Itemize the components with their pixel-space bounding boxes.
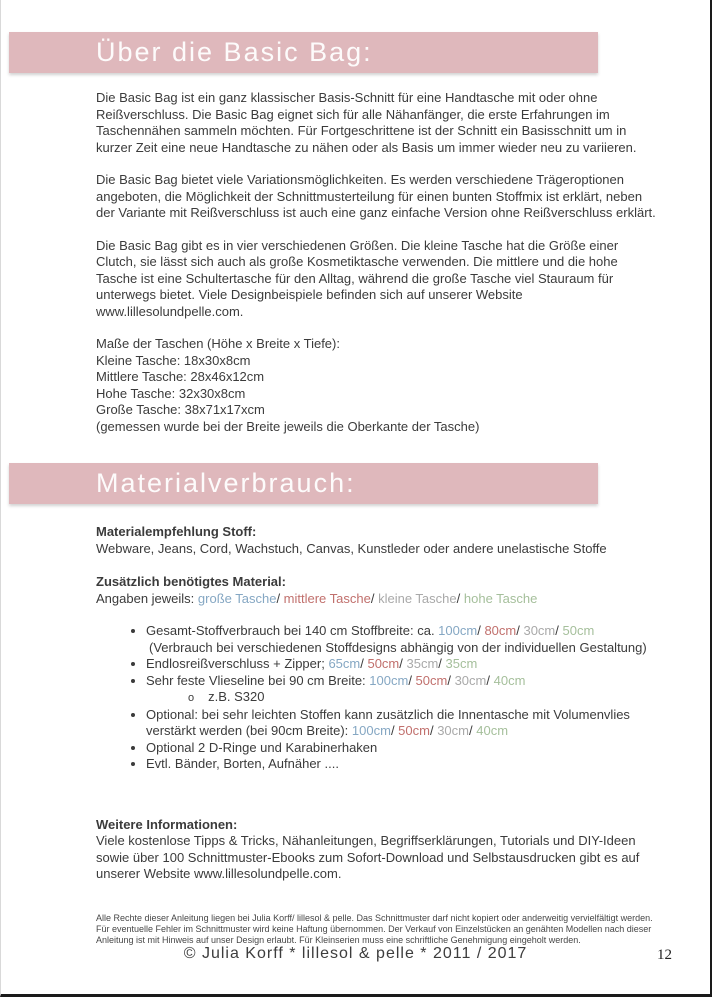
- sizes-measure-note: (gemessen wurde bei der Breite jeweils die Oberkante der Tasche): [96, 418, 480, 434]
- text-run: Sehr feste Vlieseline bei 90 cm Breite:: [146, 672, 370, 688]
- text-run: /: [447, 672, 455, 688]
- size-line-medium: Mittlere Tasche: 28x46x12cm: [96, 369, 265, 384]
- text-run: Optional 2 D-Ringe und Karabinerhaken: [146, 739, 378, 755]
- text-run: /: [469, 723, 477, 738]
- bullet-item: [146, 673, 658, 707]
- text-run: /: [555, 623, 563, 638]
- value-green: 40cm: [493, 672, 526, 688]
- value-green: 35cm: [445, 656, 478, 671]
- bullet-text: [146, 656, 658, 673]
- value-red: mittlere Tasche: [283, 590, 371, 606]
- section-title-about: Über die Basic Bag:: [96, 37, 373, 67]
- sub-bullet-item: o z.B. S320: [188, 689, 658, 707]
- text-run: /: [438, 656, 446, 671]
- text-run: /: [477, 623, 485, 638]
- value-green: hohe Tasche: [463, 590, 538, 606]
- size-line-tall: Hohe Tasche: 32x30x8cm: [96, 385, 246, 401]
- bullet-item: [146, 707, 658, 740]
- bullet-note: (Verbrauch bei verschiedenen Stoffdesigns abhängig von der individuellen Gestaltung): [149, 639, 647, 655]
- value-blue: 100cm: [351, 723, 391, 738]
- bullet-item: [146, 756, 658, 773]
- copyright-line: © Julia Korff * lillesol & pelle * 2011 / 2017: [183, 945, 528, 962]
- text-run: Evtl. Bänder, Borten, Aufnäher ....: [146, 756, 339, 771]
- text-run: /: [399, 656, 407, 671]
- material-bullet-list: [96, 623, 658, 773]
- value-green: 40cm: [476, 723, 509, 738]
- text-run: /: [360, 656, 368, 671]
- value-green: 50cm: [562, 623, 595, 638]
- text-run: Gesamt-Stoffverbrauch bei 140 cm Stoffbreite: ca.: [146, 623, 439, 638]
- value-blue: 100cm: [438, 623, 478, 638]
- page-footer: [1, 945, 710, 963]
- value-gray: 35cm: [406, 656, 439, 671]
- value-red: 50cm: [415, 672, 448, 688]
- sizes-block: [96, 336, 658, 435]
- legal-notice: Alle Rechte dieser Anleitung liegen bei Julia Korff/ lillesol & pelle. Das Schnittmuster darf nicht kopiert oder anderweitig vervielfältigt werden. Für eventuelle Fehler im Schnittmuster wird keine Haftung übernommen. Der Verkauf von Einzelstücken an genähten Modellen nach dieser Anleitung ist mit Hinweis auf unser Design erlaubt. Für Kleinserien muss eine schriftliche Genehmigung eingeholt werden.: [96, 912, 653, 945]
- size-legend-line: [96, 591, 658, 608]
- text-run: Endlosreißverschluss + Zipper;: [146, 656, 329, 671]
- section-banner-about: [9, 32, 598, 73]
- value-blue: 65cm: [328, 656, 361, 671]
- fabric-recommendation-body: Webware, Jeans, Cord, Wachstuch, Canvas, Kunstleder oder andere unelastische Stoffe: [96, 540, 607, 556]
- value-gray: 30cm: [437, 723, 469, 738]
- value-red: 50cm: [398, 723, 430, 738]
- material-section: [1, 524, 710, 946]
- bullet-text: [146, 740, 658, 757]
- bullet-text: [146, 623, 658, 640]
- text-run: /: [408, 672, 416, 688]
- section-title-material: Materialverbrauch:: [96, 468, 356, 498]
- value-gray: 30cm: [523, 623, 556, 638]
- about-paragraph-3: Die Basic Bag gibt es in vier verschiedenen Größen. Die kleine Tasche hat die Größe einer Clutch, sie lässt sich auch als große Kosmetiktasche verwenden. Die mittlere und die hohe Tasche ist eine Schultertasche für den Alltag, während die große Tasche viel Stauraum für unterwegs bietet. Viele Designbeispiele befinden sich auf unserer Website www.lillesolundpelle.com.: [96, 237, 619, 319]
- text-run: /: [486, 672, 494, 688]
- text-run: /: [429, 723, 438, 738]
- value-gray: 30cm: [454, 672, 487, 688]
- sizes-heading: Maße der Taschen (Höhe x Breite x Tiefe):: [96, 336, 340, 351]
- about-paragraph-2: Die Basic Bag bietet viele Variationsmöglichkeiten. Es werden verschiedene Trägeroptionen angeboten, die Möglichkeit der Schnittmusterteilung für einen bunten Stoffmix ist erklärt, neben der Variante mit Reißverschluss ist auch eine ganz einfache Version ohne Reißverschluss erklärt.: [96, 172, 656, 220]
- size-line-small: Kleine Tasche: 18x30x8cm: [96, 352, 251, 368]
- value-blue: 100cm: [369, 672, 409, 688]
- size-line-large: Große Tasche: 38x71x17xcm: [96, 402, 265, 417]
- text-run: Optional: bei sehr leichten Stoffen kann zusätzlich die Innentasche mit Volumenvlies verstärkt werden (bei 90cm Breite):: [146, 706, 630, 738]
- about-section: [1, 90, 710, 435]
- value-gray: kleine Tasche: [378, 590, 457, 606]
- value-red: 80cm: [484, 623, 517, 638]
- bullet-text: [146, 673, 658, 690]
- text-run: Angaben jeweils:: [96, 590, 198, 606]
- value-blue: große Tasche: [197, 590, 277, 606]
- bullet-item: [146, 740, 658, 757]
- additional-material-heading: Zusätzlich benötigtes Material:: [96, 574, 286, 589]
- text-run: /: [456, 590, 464, 606]
- more-info-body: Viele kostenlose Tipps & Tricks, Nähanleitungen, Begriffserklärungen, Tutorials und DIY-Ideen sowie über 100 Schnittmuster-Ebooks zum Sofort-Download und Selbstausdrucken gibt es auf unserer Website www.lillesolundpelle.com.: [96, 833, 640, 881]
- value-red: 50cm: [367, 656, 400, 671]
- text-run: /: [390, 723, 399, 738]
- text-run: /: [516, 623, 524, 638]
- more-info-heading: Weitere Informationen:: [96, 816, 238, 832]
- bullet-item: [146, 656, 658, 673]
- text-run: /: [276, 590, 284, 606]
- bullet-item: [146, 623, 658, 656]
- fabric-recommendation-heading: Materialempfehlung Stoff:: [96, 524, 257, 539]
- about-paragraph-1: Die Basic Bag ist ein ganz klassischer Basis-Schnitt für eine Handtasche mit oder ohne Reißverschluss. Die Basic Bag eignet sich für alle Nähanfänger, die erste Erfahrungen im Taschennähen sammeln möchten. Für Fortgeschrittene ist der Schnitt ein Basisschnitt um in kurzer Zeit eine neue Handtasche zu nähen oder als Basis um immer wieder neu zu variieren.: [96, 90, 637, 155]
- page-number: 12: [657, 947, 672, 963]
- more-info-block: [96, 817, 658, 883]
- bullet-text: [146, 707, 658, 740]
- section-banner-material: [9, 463, 598, 504]
- text-run: /: [370, 590, 379, 606]
- bullet-text: [146, 756, 658, 773]
